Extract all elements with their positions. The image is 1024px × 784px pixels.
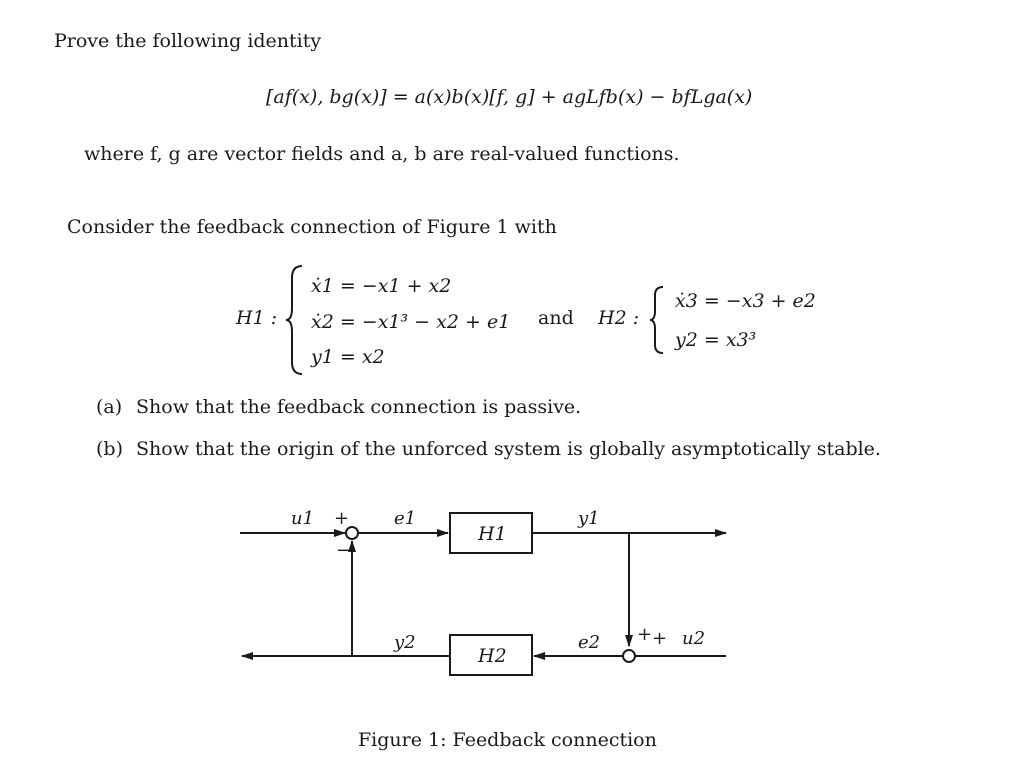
part-b-text: Show that the origin of the unforced system is globally asymptotically stable. xyxy=(136,438,881,460)
u2-label: u2 xyxy=(682,628,706,649)
plus-sign-top: + xyxy=(334,508,350,529)
h2-equation-1: ẋ3 = −x3 + e2 xyxy=(675,290,816,312)
figure-caption: Figure 1: Feedback connection xyxy=(358,729,657,751)
u1-label: u1 xyxy=(291,508,315,529)
h2-equation-2: y2 = x3³ xyxy=(675,329,757,351)
y2-label: y2 xyxy=(394,632,416,653)
h2-label: H2 : xyxy=(598,307,640,329)
problem1-intro: Prove the following identity xyxy=(54,30,322,52)
part-a-text: Show that the feedback connection is passive. xyxy=(136,396,582,418)
h1-label: H1 : xyxy=(236,307,278,329)
summing-junction-2 xyxy=(623,650,635,662)
problem1-where: where f, g are vector fields and a, b are real-valued functions. xyxy=(84,143,680,165)
h2-block-label: H2 xyxy=(478,645,507,667)
problem2-intro: Consider the feedback connection of Figure 1 with xyxy=(67,216,557,238)
e2-label: e2 xyxy=(578,632,601,653)
identity-text: [af(x), bg(x)] = a(x)b(x)[f, g] + agLfb(x) − bfLga(x) xyxy=(266,86,753,108)
h1-equation-2: ẋ2 = −x1³ − x2 + e1 xyxy=(311,311,511,333)
y1-label: y1 xyxy=(578,508,600,529)
h1-block-label: H1 xyxy=(478,523,507,545)
minus-sign: − xyxy=(336,540,352,561)
e1-label: e1 xyxy=(394,508,417,529)
h1-equation-1: ẋ1 = −x1 + x2 xyxy=(311,275,452,297)
part-b-label: (b) xyxy=(96,438,123,460)
plus-sign-right-2: + xyxy=(652,628,668,649)
and-word: and xyxy=(538,307,574,329)
h1-equation-3: y1 = x2 xyxy=(311,346,385,368)
part-a-label: (a) xyxy=(96,396,123,418)
plus-sign-right-1: + xyxy=(637,624,653,645)
